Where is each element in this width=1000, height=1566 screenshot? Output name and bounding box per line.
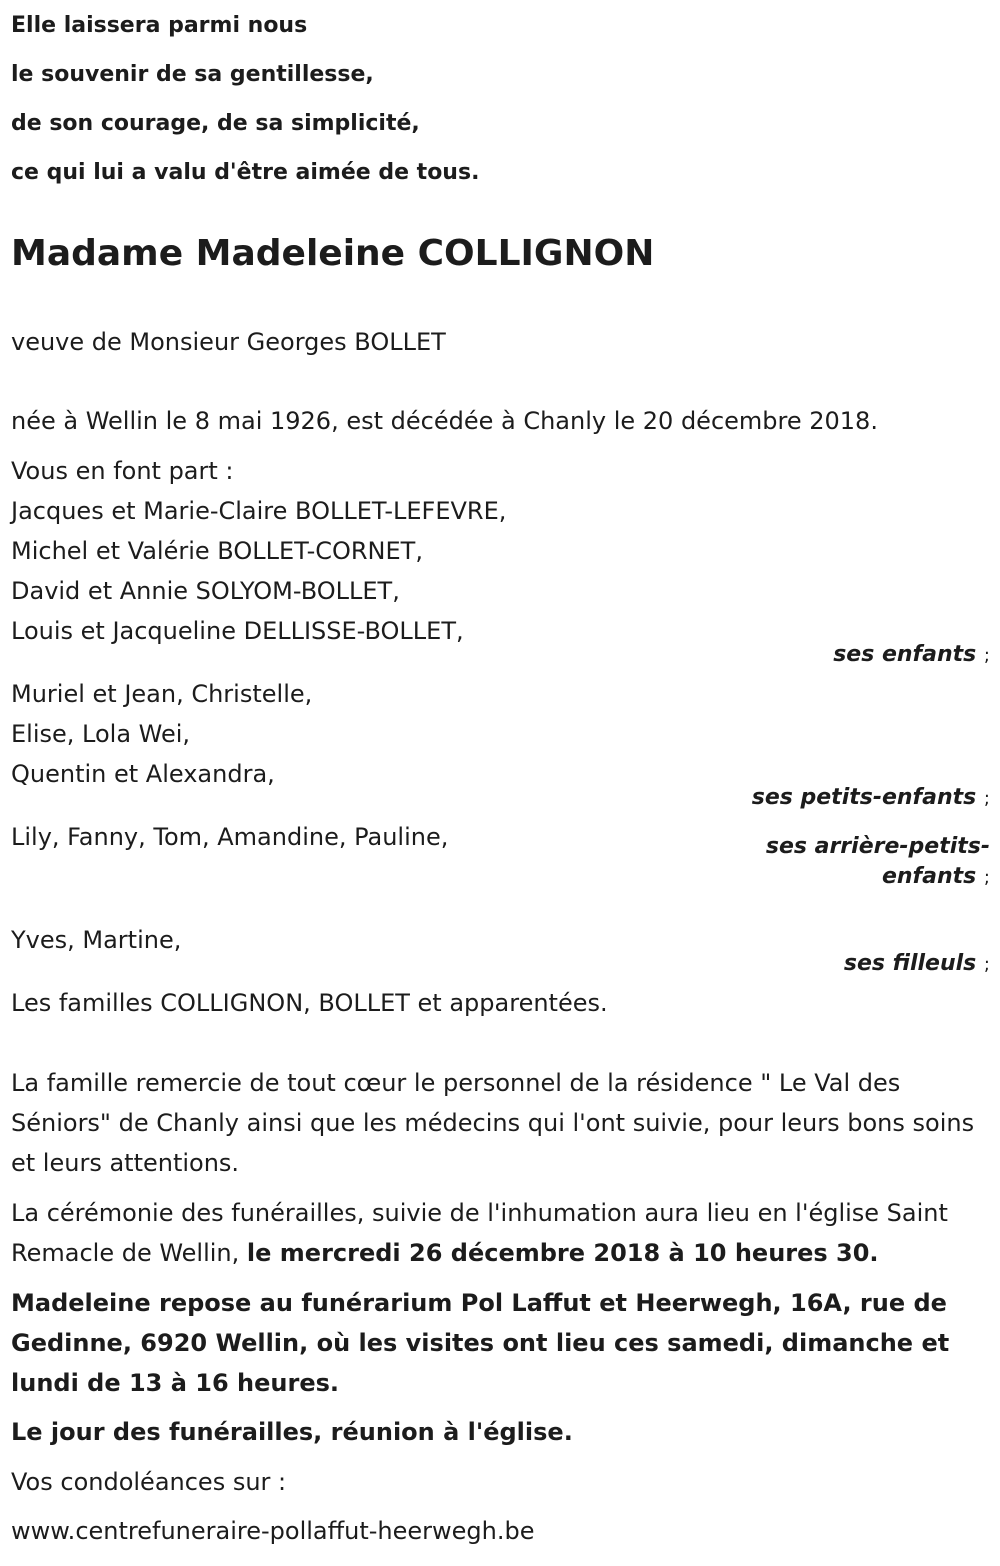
deceased-name: Madame Madeleine COLLIGNON [11, 233, 655, 274]
condolences-intro: Vos condoléances sur : [11, 1468, 287, 1496]
website-link[interactable]: www.centrefuneraire-pollaffut-heerwegh.be [11, 1517, 535, 1545]
epitaph-line: de son courage, de sa simplicité, [11, 111, 420, 136]
gathering-note: Le jour des funérailles, réunion à l'église. [11, 1418, 573, 1446]
list-item: Louis et Jacqueline DELLISSE-BOLLET, [11, 617, 464, 645]
list-item: Jacques et Marie-Claire BOLLET-LEFEVRE, [11, 497, 507, 525]
epitaph-line: ce qui lui a valu d'être aimée de tous. [11, 160, 480, 185]
thanks-paragraph: La famille remercie de tout cœur le personnel de la résidence " Le Val des Séniors" de Chanly ainsi que les médecins qui l'ont suivie, pour leurs bons soins et leurs attentions. [11, 1069, 975, 1177]
godchildren: Yves, Martine, [11, 926, 182, 954]
list-item: Elise, Lola Wei, [11, 720, 191, 748]
birth-death: née à Wellin le 8 mai 1926, est décédée à Chanly le 20 décembre 2018. [11, 407, 878, 435]
children-list [11, 491, 506, 651]
grandchildren-label: ses petits-enfants ; [751, 785, 990, 810]
epitaph [11, 6, 479, 202]
list-item: Quentin et Alexandra, [11, 760, 275, 788]
list-item: David et Annie SOLYOM-BOLLET, [11, 577, 400, 605]
great-grandchildren: Lily, Fanny, Tom, Amandine, Pauline, [11, 823, 449, 851]
grandchildren-list [11, 674, 312, 794]
list-item: Michel et Valérie BOLLET-CORNET, [11, 537, 423, 565]
announce-intro: Vous en font part : [11, 457, 234, 485]
widow-of: veuve de Monsieur Georges BOLLET [11, 328, 446, 356]
epitaph-line: Elle laissera parmi nous [11, 13, 308, 38]
great-grandchildren-label: ses arrière-petits- enfants ; [765, 834, 990, 889]
epitaph-line: le souvenir de sa gentillesse, [11, 62, 374, 87]
list-item: Muriel et Jean, Christelle, [11, 680, 313, 708]
ceremony-paragraph: La cérémonie des funérailles, suivie de l'inhumation aura lieu en l'église Saint Remacle de Wellin, le mercredi 26 décembre 2018 à 10 heures 30. [11, 1199, 948, 1267]
children-label: ses enfants ; [833, 642, 990, 667]
rest-paragraph: Madeleine repose au funérarium Pol Laffut et Heerwegh, 16A, rue de Gedinne, 6920 Wellin, où les visites ont lieu ces samedi, dimanche et lundi de 13 à 16 heures. [11, 1289, 950, 1397]
families: Les familles COLLIGNON, BOLLET et apparentées. [11, 989, 608, 1017]
godchildren-label: ses filleuls ; [843, 951, 990, 976]
ceremony-date: le mercredi 26 décembre 2018 à 10 heures 30. [246, 1239, 879, 1267]
